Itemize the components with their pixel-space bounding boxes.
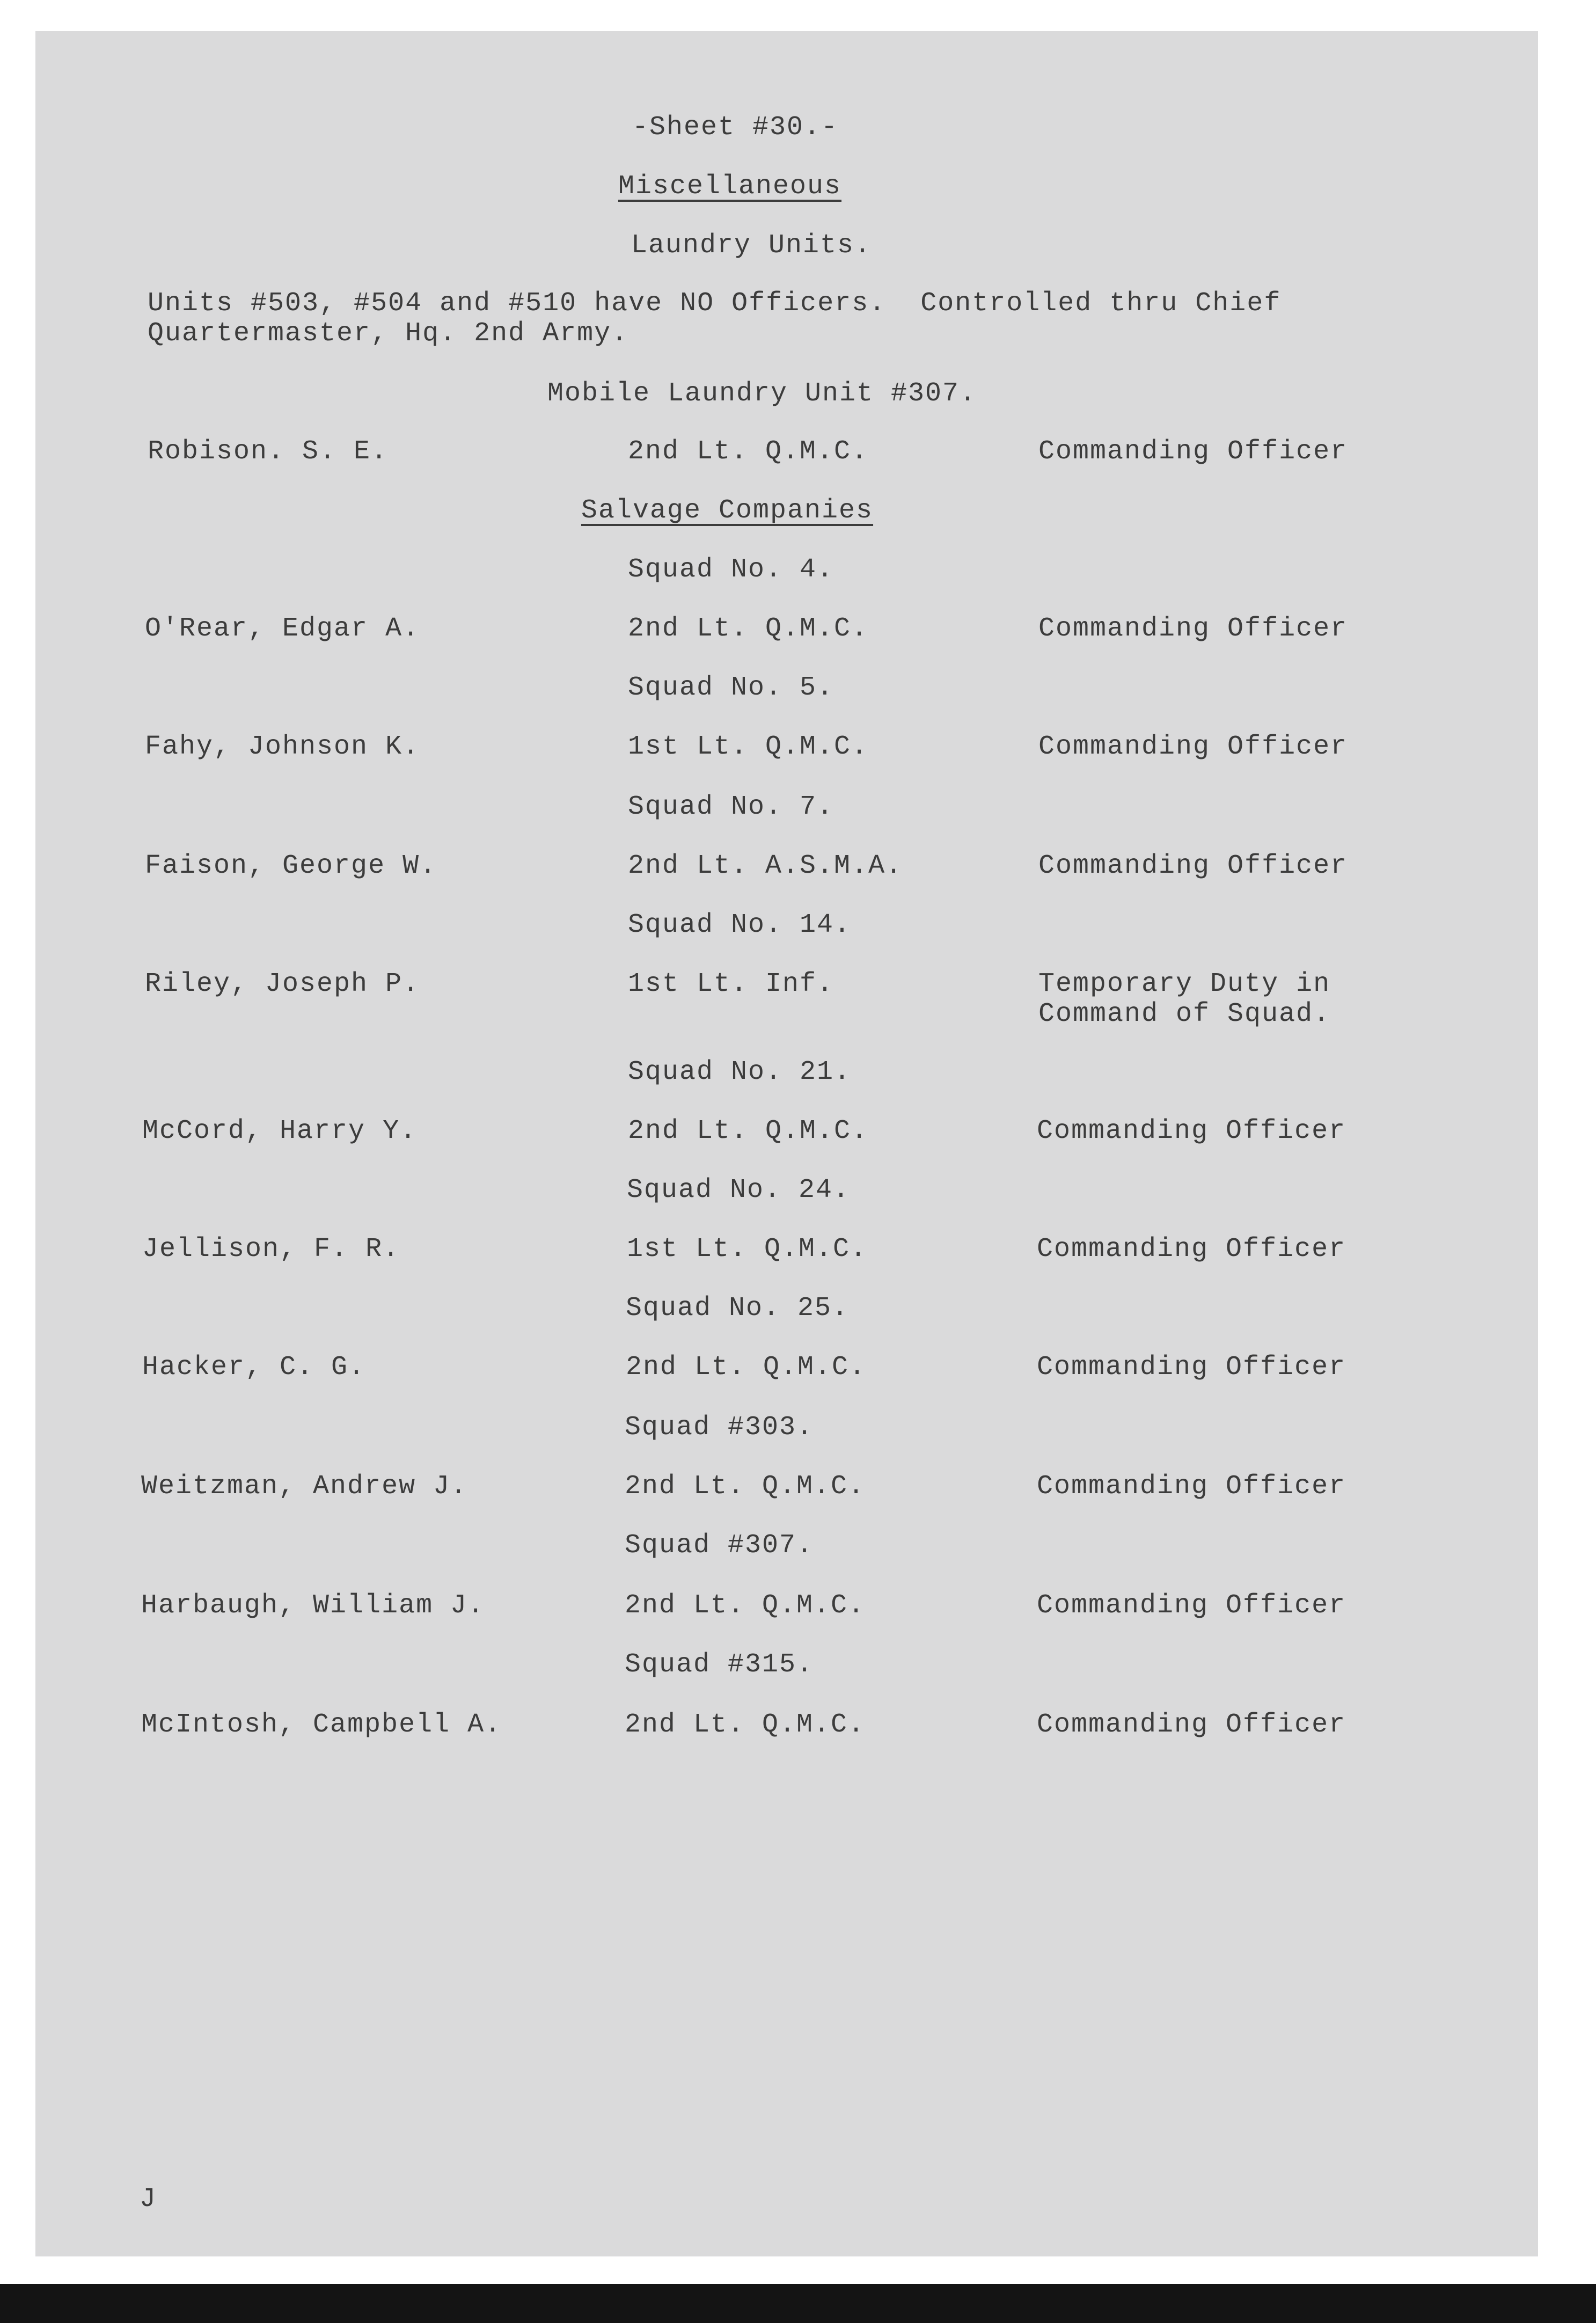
squad-label: Squad No. 21. <box>628 1057 852 1087</box>
squad-label: Squad #315. <box>625 1649 814 1680</box>
officer-duty: Commanding Officer <box>1038 851 1348 881</box>
officer-rank: 2nd Lt. Q.M.C. <box>626 1352 867 1383</box>
officer-duty: Commanding Officer <box>1038 436 1348 467</box>
footer-mark: J <box>140 2184 157 2215</box>
officer-name: McCord, Harry Y. <box>142 1116 418 1146</box>
squad-label: Squad No. 14. <box>628 910 852 940</box>
scan-border <box>0 2284 1596 2323</box>
squad-label: Squad No. 4. <box>628 554 834 585</box>
salvage-heading: Salvage Companies <box>581 495 874 526</box>
officer-name: Hacker, C. G. <box>142 1352 366 1383</box>
squad-label: Squad No. 25. <box>626 1293 850 1324</box>
officer-rank: 1st Lt. Inf. <box>628 969 834 999</box>
section-title: Miscellaneous <box>618 171 842 202</box>
officer-duty: Commanding Officer <box>1037 1116 1346 1146</box>
squad-label: Squad No. 7. <box>628 792 834 822</box>
officer-name: Jellison, F. R. <box>142 1234 400 1265</box>
officer-name: Harbaugh, William J. <box>141 1590 485 1621</box>
officer-name: Faison, George W. <box>145 851 437 881</box>
squad-label: Squad No. 24. <box>627 1175 851 1206</box>
officer-duty: Temporary Duty in <box>1038 969 1331 999</box>
officer-duty: Commanding Officer <box>1038 613 1348 644</box>
officer-name: McIntosh, Campbell A. <box>141 1710 502 1740</box>
officer-name: Weitzman, Andrew J. <box>141 1471 468 1502</box>
officer-duty-continued: Command of Squad. <box>1038 999 1331 1029</box>
laundry-note-line-2: Quartermaster, Hq. 2nd Army. <box>148 318 629 349</box>
officer-rank: 2nd Lt. Q.M.C. <box>625 1710 866 1740</box>
officer-name: Fahy, Johnson K. <box>145 732 420 762</box>
officer-duty: Commanding Officer <box>1037 1471 1346 1502</box>
officer-duty: Commanding Officer <box>1037 1710 1346 1740</box>
officer-duty: Commanding Officer <box>1037 1234 1346 1265</box>
officer-duty: Commanding Officer <box>1037 1590 1346 1621</box>
officer-rank: 1st Lt. Q.M.C. <box>627 1234 868 1265</box>
officer-rank: 2nd Lt. Q.M.C. <box>628 613 869 644</box>
officer-name: Riley, Joseph P. <box>145 969 420 999</box>
officer-duty: Commanding Officer <box>1038 732 1348 762</box>
laundry-note-line-1: Units #503, #504 and #510 have NO Officers. Controlled thru Chief <box>148 288 1282 319</box>
officer-rank: 2nd Lt. Q.M.C. <box>625 1471 866 1502</box>
subsection-title: Laundry Units. <box>631 230 872 261</box>
officer-rank: 2nd Lt. Q.M.C. <box>628 1116 869 1146</box>
squad-label: Squad #303. <box>625 1412 814 1443</box>
squad-label: Squad #307. <box>625 1530 814 1561</box>
officer-name: O'Rear, Edgar A. <box>145 613 420 644</box>
officer-rank: 2nd Lt. A.S.M.A. <box>628 851 903 881</box>
officer-rank: 2nd Lt. Q.M.C. <box>628 436 869 467</box>
officer-rank: 1st Lt. Q.M.C. <box>628 732 869 762</box>
mobile-unit-heading: Mobile Laundry Unit #307. <box>547 378 977 409</box>
officer-rank: 2nd Lt. Q.M.C. <box>625 1590 866 1621</box>
officer-duty: Commanding Officer <box>1037 1352 1346 1383</box>
sheet-number: -Sheet #30.- <box>632 112 839 143</box>
squad-label: Squad No. 5. <box>628 673 834 703</box>
officer-name: Robison. S. E. <box>148 436 389 467</box>
